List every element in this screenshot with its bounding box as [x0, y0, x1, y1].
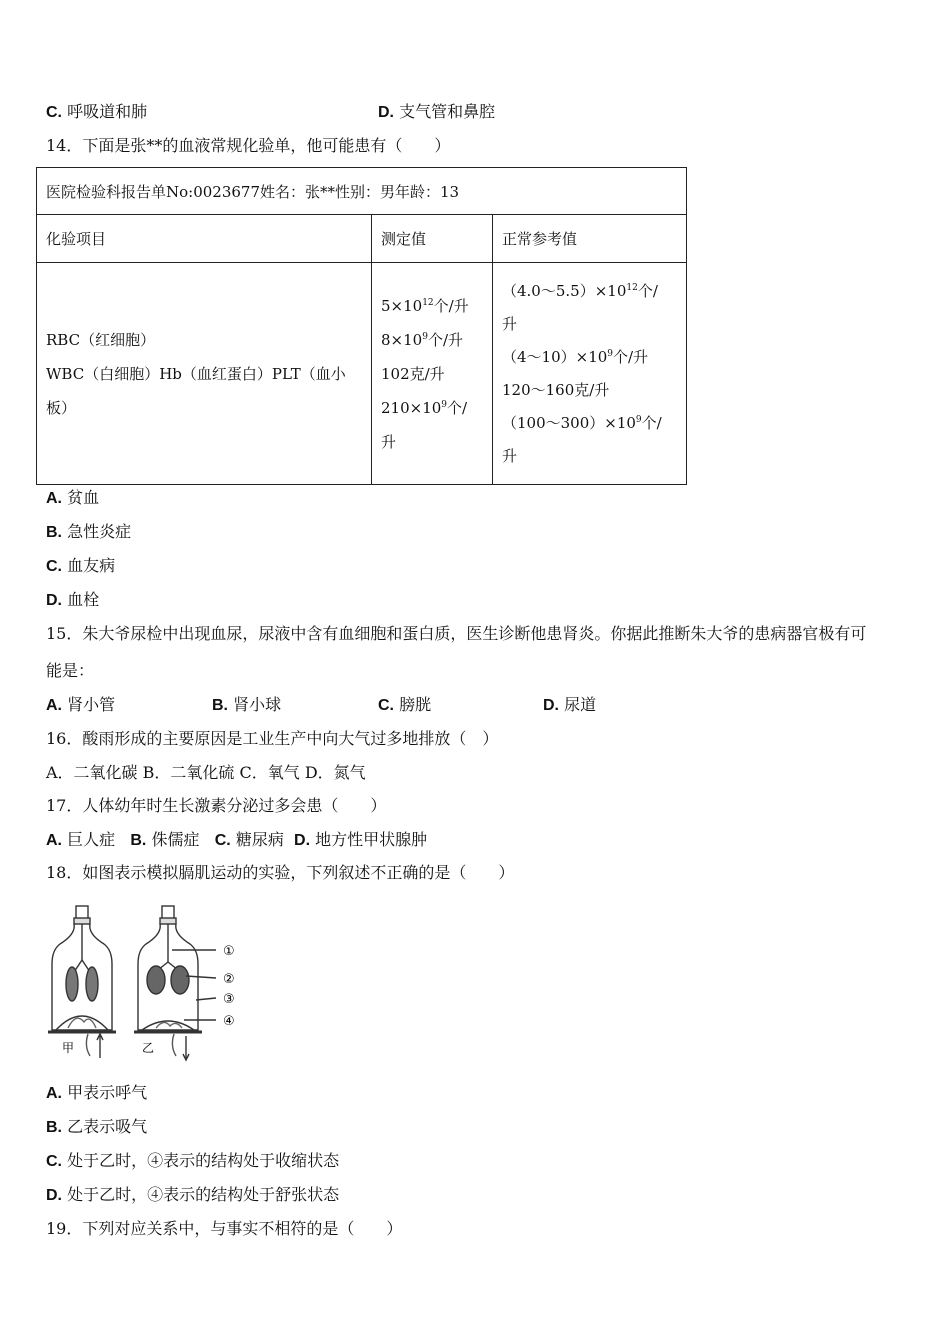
q17-options: A. 巨人症 B. 侏儒症 C. 糖尿病 D. 地方性甲状腺肿	[46, 830, 428, 849]
q18-option-c: C. 处于乙时，④表示的结构处于收缩状态	[46, 1151, 340, 1170]
q15-option-d: D. 尿道	[543, 695, 597, 714]
measured-values-cell: $5\times 10^{12}$个/升 $8\times 10^9$个/升 102克/升 $210\times 10^9$个/ 升	[372, 263, 493, 485]
q19-stem: 19．下列对应关系中，与事实不相符的是（ ）	[46, 1219, 403, 1238]
q18-option-b: B. 乙表示吸气	[46, 1117, 148, 1136]
reference-values-cell: $(4.0\sim 5.5)\times 10^{12}$个/ 升 $(4\sim 10)\times 10^9$个/升 120～160克/升 $(100\sim 300)\times 10^9$个/ 升	[493, 263, 687, 485]
q14-option-b: B. 急性炎症	[46, 522, 132, 541]
q14-option-c: C. 血友病	[46, 556, 116, 575]
q16-stem: 16．酸雨形成的主要原因是工业生产中向大气过多地排放（ ）	[46, 729, 499, 748]
q17-stem: 17．人体幼年时生长激素分泌过多会患（ ）	[46, 796, 387, 815]
q15-stem-line2: 能是：	[46, 661, 95, 680]
col-header-value: 测定值	[372, 215, 493, 263]
marker-4: ④	[223, 1014, 235, 1029]
q14-option-d: D. 血栓	[46, 590, 100, 609]
q18-option-a: A. 甲表示呼气	[46, 1083, 148, 1102]
ref-hb: 120～160克/升	[502, 380, 610, 399]
q13-option-d: D. 支气管和鼻腔	[378, 102, 496, 121]
lab-report-table	[36, 167, 687, 485]
q15-option-b: B. 肾小球	[212, 695, 282, 714]
q13-option-c: C. 呼吸道和肺	[46, 102, 148, 121]
q18-stem: 18．如图表示模拟膈肌运动的实验，下列叙述不正确的是（ ）	[46, 863, 515, 882]
col-header-item: 化验项目	[37, 215, 372, 263]
marker-2: ②	[223, 972, 235, 987]
marker-1: ①	[223, 944, 235, 959]
value-wbc: $8\times 10^9$个/升	[381, 330, 463, 349]
q15-option-a: A. 肾小管	[46, 695, 116, 714]
ref-rbc: $(4.0\sim 5.5)\times 10^{12}$个/	[502, 281, 658, 300]
q18-option-d: D. 处于乙时，④表示的结构处于舒张状态	[46, 1185, 340, 1204]
ref-plt: $(100\sim 300)\times 10^9$个/	[502, 413, 662, 432]
q15-option-c: C. 膀胱	[378, 695, 432, 714]
test-items-cell: RBC（红细胞） WBC（白细胞）Hb（血红蛋白）PLT（血小 板）	[37, 263, 372, 485]
label-jia: 甲	[62, 1041, 75, 1055]
q14-option-a: A. 贫血	[46, 488, 100, 507]
q15-stem-line1: 15．朱大爷尿检中出现血尿，尿液中含有血细胞和蛋白质，医生诊断他患肾炎。你据此推断朱大爷的患病器官极有可	[46, 624, 867, 643]
jar-yi	[134, 906, 216, 1060]
col-header-ref: 正常参考值	[493, 215, 687, 263]
q16-options: A．二氧化碳 B．二氧化硫 C．氧气 D．氮气	[46, 763, 366, 782]
value-hb: 102克/升	[381, 364, 445, 383]
label-yi: 乙	[142, 1041, 155, 1055]
value-rbc: $5\times 10^{12}$个/升	[381, 296, 469, 315]
marker-3: ③	[223, 992, 235, 1007]
ref-wbc: $(4\sim 10)\times 10^9$个/升	[502, 347, 649, 366]
q14-stem: 14．下面是张**的血液常规化验单，他可能患有（ ）	[46, 136, 451, 155]
diaphragm-model-figure	[46, 904, 246, 1062]
report-header: 医院检验科报告单No:0023677姓名：张**性别：男年龄：13	[37, 168, 687, 215]
value-plt: $210\times 10^9$个/	[381, 398, 468, 417]
jar-jia	[48, 906, 116, 1058]
